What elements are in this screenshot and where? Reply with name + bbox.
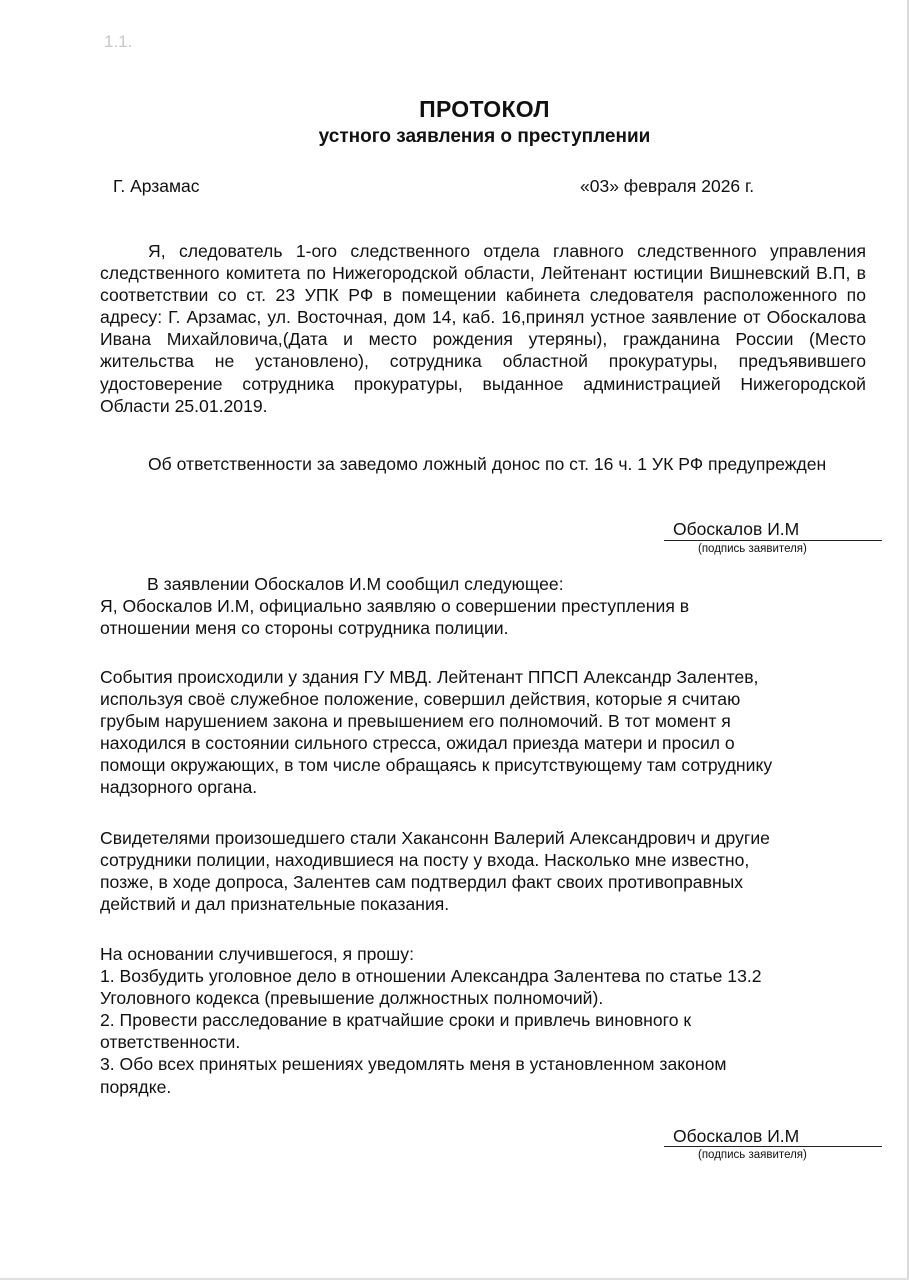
request-line: порядке. [100,1076,172,1097]
witness-line: позже, в ходе допроса, Залентев сам подтвердил факт своих противоправных [100,872,744,893]
events-line: находился в состоянии сильного стресса, ожидал приезда матери и просил о [100,733,735,754]
request-line: Уголовного кодекса (превышение должностных полномочий). [100,988,604,1009]
statement-line: отношении меня со стороны сотрудника полиции. [100,618,509,639]
warning-paragraph: Об ответственности за заведомо ложный донос по ст. 16 ч. 1 УК РФ предупрежден [148,454,827,474]
city: Г. Арзамас [113,176,200,196]
document-title: ПРОТОКОЛ [419,96,550,122]
witness-line: действий и дал признательные показания. [100,894,450,915]
request-line: 3. Обо всех принятых решениях уведомлять меня в установленном законом [100,1054,727,1075]
witness-block [100,827,866,915]
request-line: 1. Возбудить уголовное дело в отношении Александра Залентева по статье 13.2 [100,966,762,987]
request-line: ответственности. [100,1032,241,1053]
events-line: помощи окружающих, в том числе обращаясь к присутствующему там сотруднику [100,755,773,776]
events-line: используя своё служебное положение, совершил действия, которые я считаю [100,689,741,710]
events-line: грубым нарушением закона и превышением его полномочий. В тот момент я [100,711,731,732]
document-subtitle: устного заявления о преступлении [318,126,651,147]
intro-paragraph: Я, следователь 1-ого следственного отдела главного следственного управления следственного комитета по Нижегородской области, Лейтенант юстиции Вишневский В.П, в соответствии со ст. 23 УПК РФ в помещении кабинета следователя расположенного по адресу: Г. Арзамас, ул. Восточная, дом 14, каб. 16,принял устное заявление от Обоскалова Ивана Михайловича,(Дата и место рождения утеряны), гражданина России (Место жительства не установлено), сотрудника областной прокуратуры, предъявившего удостоверение сотрудника прокуратуры, выданное администрацией Нижегородской Области 25.01.2019. [100,241,866,416]
signature-2-caption: (подпись заявителя) [698,1149,807,1161]
request-line: 2. Провести расследование в кратчайшие сроки и привлечь виновного к [100,1010,692,1031]
signature-1-caption: (подпись заявителя) [698,543,807,555]
events-line: События происходили у здания ГУ МВД. Лейтенант ППСП Александр Залентев, [100,667,759,687]
signature-2-line [664,1146,882,1147]
signature-1-line [664,540,882,541]
page-number: 1.1. [104,32,133,51]
signature-1-name: Обоскалов И.М [673,519,800,539]
request-line: На основании случившегося, я прошу: [100,944,414,964]
events-block [100,666,866,799]
statement-line: В заявлении Обоскалов И.М сообщил следующее: [147,574,564,594]
witness-line: сотрудники полиции, находившиеся на посту у входа. Насколько мне известно, [100,850,750,871]
request-block [100,943,866,1098]
statement-line: Я, Обоскалов И.М, официально заявляю о совершении преступления в [100,596,690,617]
events-line: надзорного органа. [100,777,258,798]
document-date: «03» февраля 2026 г. [580,176,755,196]
witness-line: Свидетелями произошедшего стали Хакансонн Валерий Александрович и другие [100,828,770,848]
signature-2-name: Обоскалов И.М [673,1126,800,1146]
statement-block [100,573,866,639]
